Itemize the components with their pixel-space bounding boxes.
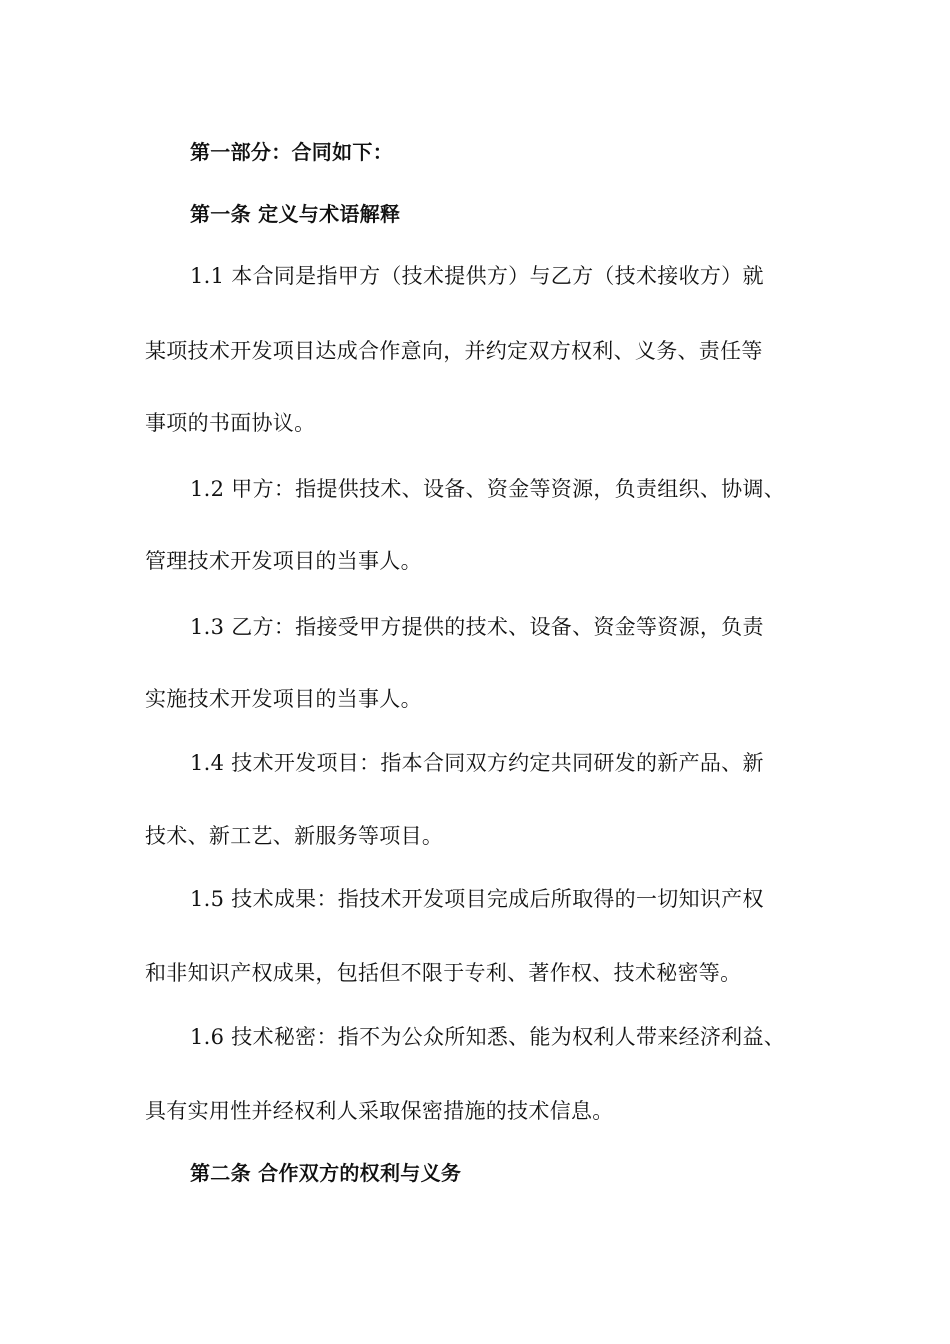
clause-1-1-line-3: 事项的书面协议。: [145, 411, 316, 435]
clause-1-2-line-1: 1.2 甲方：指提供技术、设备、资金等资源，负责组织、协调、: [190, 477, 786, 501]
clause-1-3-line-1: 1.3 乙方：指接受甲方提供的技术、设备、资金等资源，负责: [190, 615, 764, 639]
clause-1-1-line-2: 某项技术开发项目达成合作意向，并约定双方权利、义务、责任等: [145, 339, 763, 363]
clause-1-2-line-2: 管理技术开发项目的当事人。: [145, 549, 422, 573]
article-1-heading: 第一条 定义与术语解释: [190, 202, 401, 226]
clause-1-4-line-2: 技术、新工艺、新服务等项目。: [145, 824, 444, 848]
clause-1-5-line-2: 和非知识产权成果，包括但不限于专利、著作权、技术秘密等。: [145, 961, 742, 985]
part-heading: 第一部分：合同如下：: [190, 140, 393, 164]
clause-1-3-line-2: 实施技术开发项目的当事人。: [145, 687, 422, 711]
article-2-heading: 第二条 合作双方的权利与义务: [190, 1161, 462, 1185]
clause-1-1-line-1: 1.1 本合同是指甲方（技术提供方）与乙方（技术接收方）就: [190, 264, 764, 288]
clause-1-5-line-1: 1.5 技术成果：指技术开发项目完成后所取得的一切知识产权: [190, 887, 764, 911]
clause-1-6-line-1: 1.6 技术秘密：指不为公众所知悉、能为权利人带来经济利益、: [190, 1025, 786, 1049]
clause-1-6-line-2: 具有实用性并经权利人采取保密措施的技术信息。: [145, 1099, 614, 1123]
clause-1-4-line-1: 1.4 技术开发项目：指本合同双方约定共同研发的新产品、新: [190, 751, 764, 775]
